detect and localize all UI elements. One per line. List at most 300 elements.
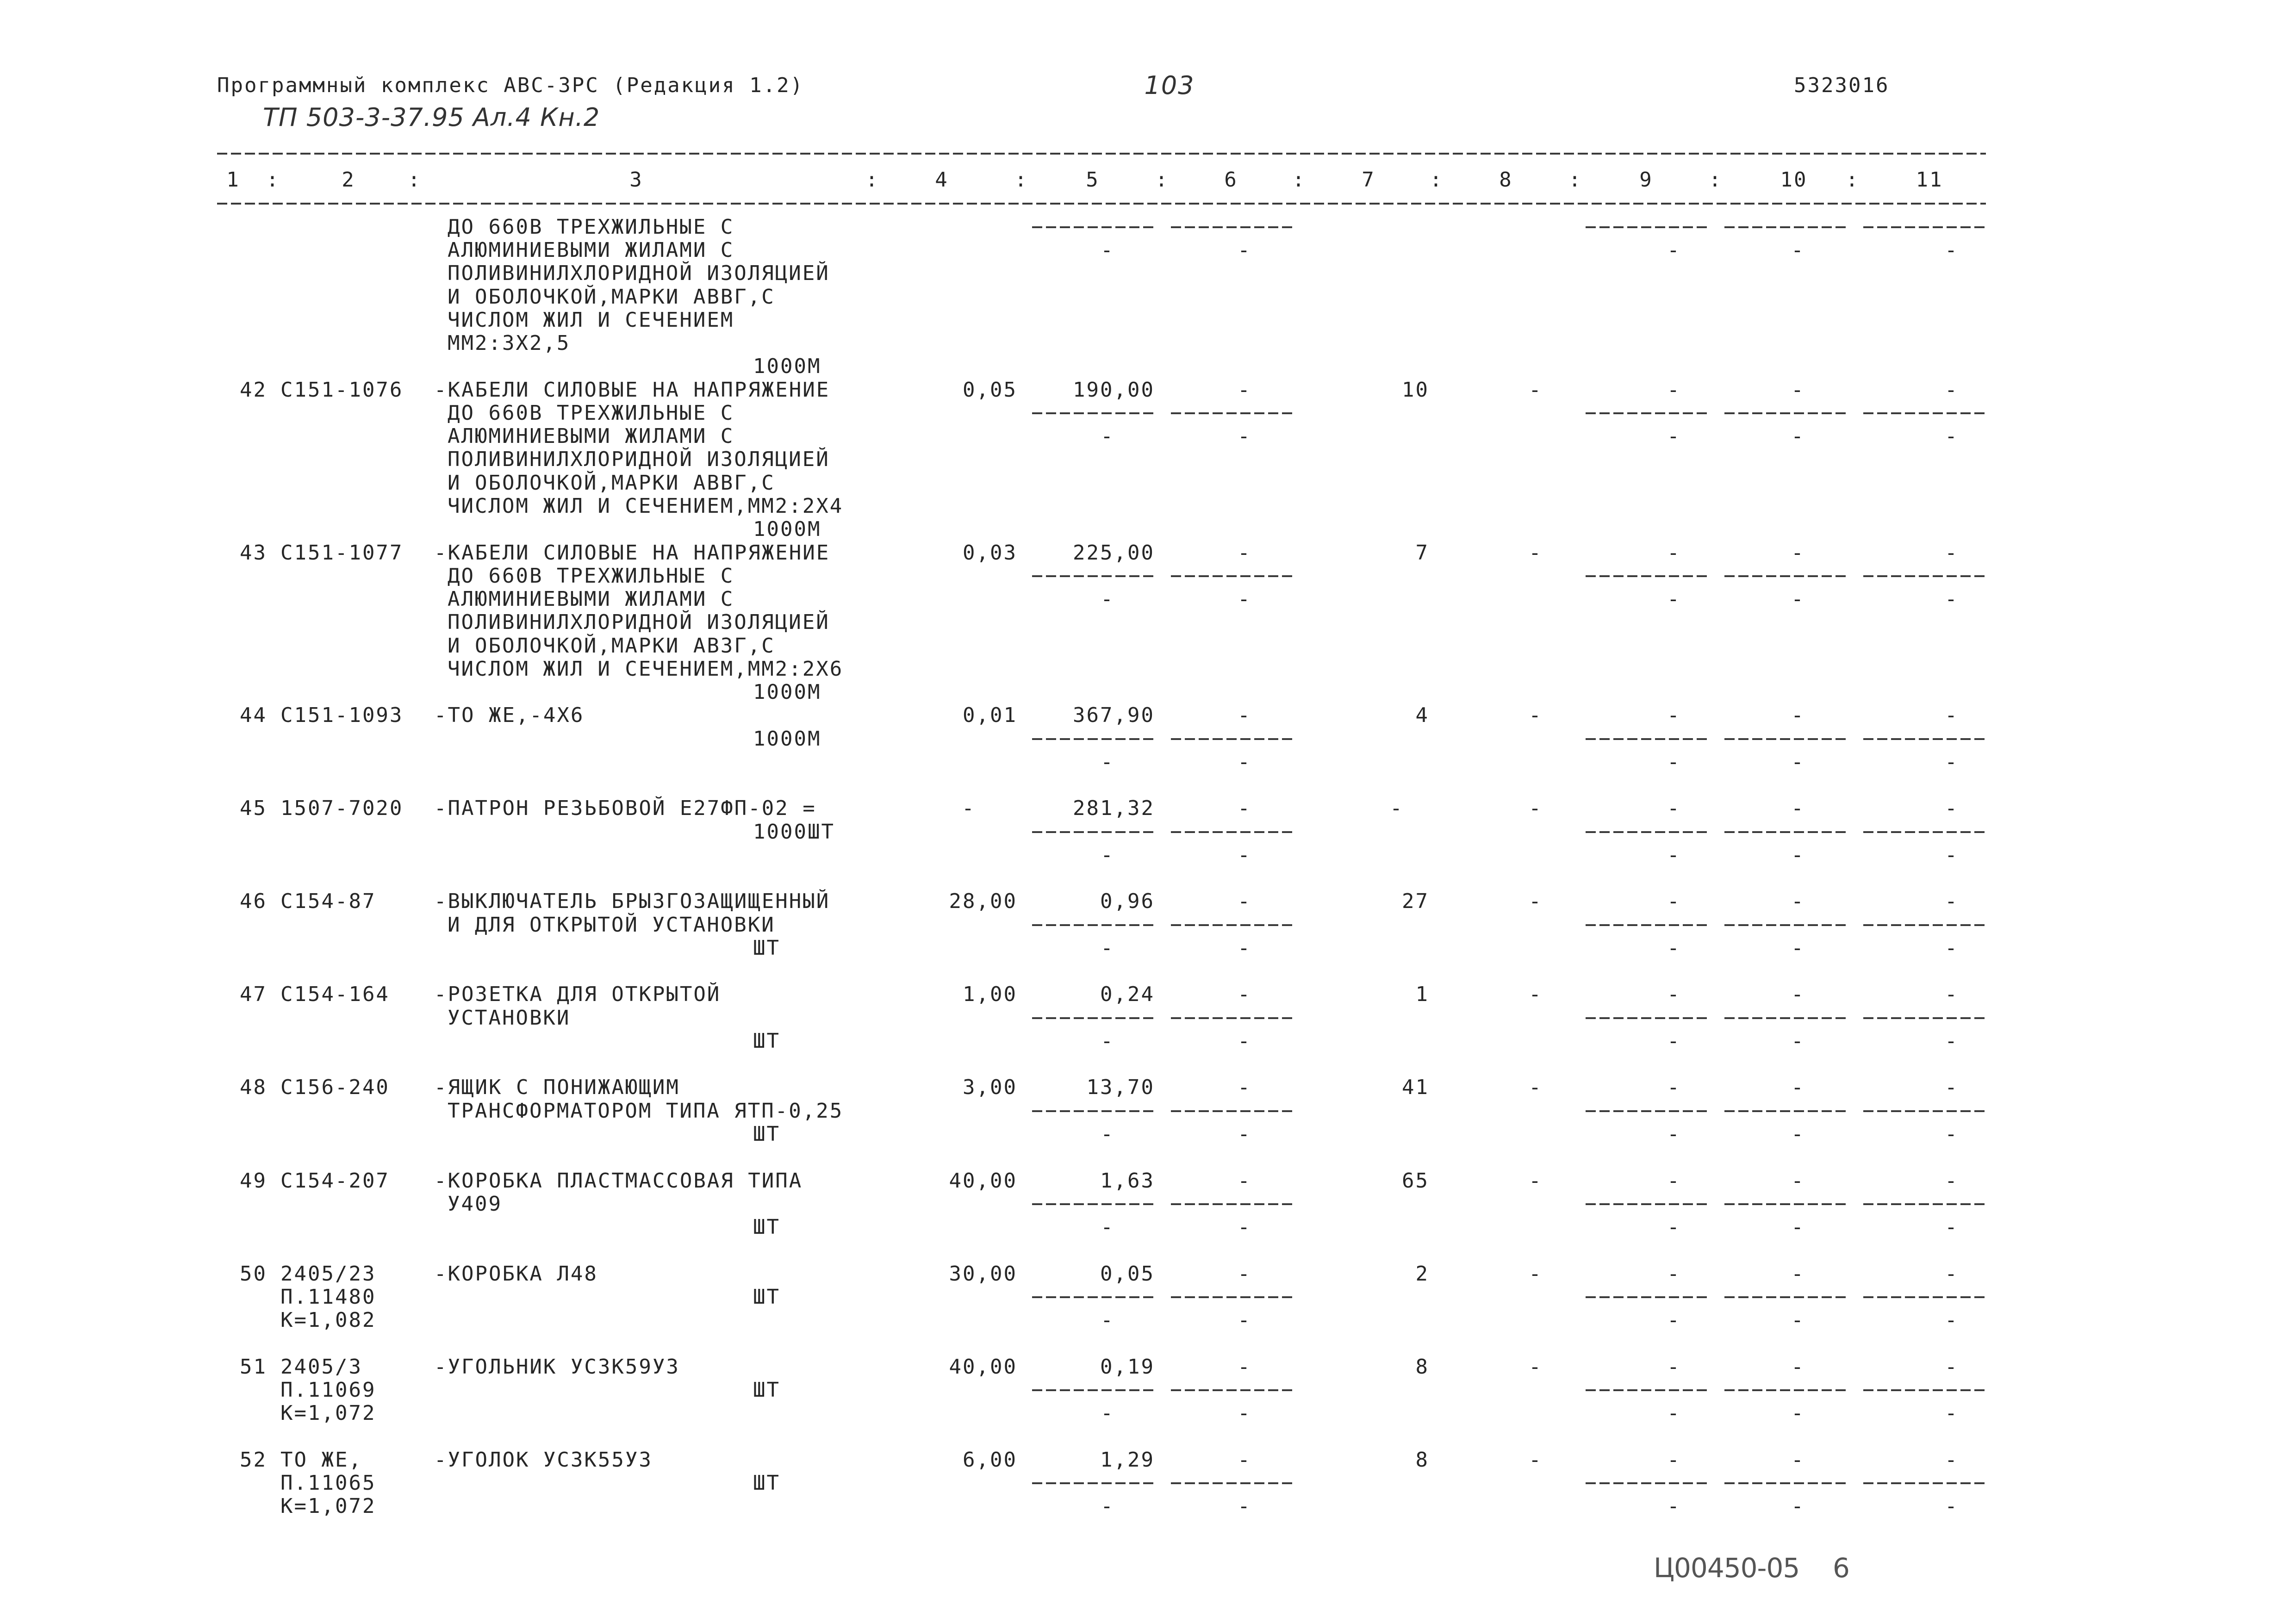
- value-c8: -: [1529, 703, 1543, 728]
- description-line: -ЯЩИК С ПОНИЖАЮЩИМ: [434, 1076, 680, 1100]
- rule-line-c10: [1724, 226, 1847, 228]
- unit-label: ШТ: [753, 1378, 780, 1402]
- sub-value-c10: -: [1791, 1215, 1805, 1239]
- value-c4: 6,00: [963, 1448, 1017, 1472]
- rule-line-c5: [1032, 1017, 1156, 1019]
- value-c4: 3,00: [963, 1076, 1017, 1100]
- item-code: К=1,072: [280, 1494, 376, 1518]
- unit-label: ШТ: [753, 1285, 780, 1309]
- value-c6: -: [1238, 378, 1251, 402]
- value-c11: -: [1945, 378, 1959, 402]
- value-c7: 7: [1415, 541, 1429, 565]
- sub-value-c11: -: [1945, 843, 1959, 867]
- unit-label: ШТ: [753, 1122, 780, 1146]
- value-c9: -: [1667, 1076, 1681, 1100]
- rule-line-c11: [1863, 226, 1986, 228]
- value-c4: 28,00: [949, 889, 1017, 914]
- value-c9: -: [1667, 1262, 1681, 1286]
- sub-value-c9: -: [1667, 1494, 1681, 1518]
- item-code: С154-164: [280, 983, 390, 1007]
- rule-line-c5: [1032, 575, 1156, 577]
- rule-line-c5: [1032, 1482, 1156, 1484]
- rule-line-c9: [1586, 924, 1708, 926]
- value-c5: 190,00: [1073, 378, 1155, 402]
- rule-line-c10: [1724, 1203, 1847, 1205]
- sub-value-c9: -: [1667, 1401, 1681, 1425]
- sub-value-c10: -: [1791, 1122, 1805, 1146]
- rule-line-c9: [1586, 1017, 1708, 1019]
- item-code: П.11069: [280, 1378, 376, 1402]
- rule-line-c6: [1171, 1203, 1294, 1205]
- value-c6: -: [1238, 889, 1251, 914]
- column-header-1: 1: [226, 168, 240, 192]
- column-header-5: 5: [1086, 168, 1100, 192]
- rule-line-c9: [1586, 1203, 1708, 1205]
- unit-label: ШТ: [753, 1215, 780, 1239]
- value-c5: 225,00: [1073, 541, 1155, 565]
- rule-line-c11: [1863, 924, 1986, 926]
- rule-line-c9: [1586, 1110, 1708, 1112]
- column-header-6: 6: [1224, 168, 1238, 192]
- rule-line-c10: [1724, 1017, 1847, 1019]
- description-line: ЧИСЛОМ ЖИЛ И СЕЧЕНИЕМ,ММ2:2Х6: [448, 657, 844, 681]
- sub-value-c11: -: [1945, 1494, 1959, 1518]
- value-c9: -: [1667, 541, 1681, 565]
- rule-line-c10: [1724, 831, 1847, 833]
- row-number: 43: [240, 541, 267, 565]
- rule-line-c10: [1724, 738, 1847, 740]
- unit-label: 1000М: [753, 727, 821, 751]
- item-code: 2405/23: [280, 1262, 376, 1286]
- value-c11: -: [1945, 1076, 1959, 1100]
- sub-value-c6: -: [1238, 936, 1251, 960]
- value-c11: -: [1945, 889, 1959, 914]
- value-c9: -: [1667, 378, 1681, 402]
- value-c10: -: [1791, 889, 1805, 914]
- rule-line-c9: [1586, 738, 1708, 740]
- column-separator: :: [1155, 168, 1169, 192]
- description-line: УСТАНОВКИ: [448, 1006, 571, 1030]
- value-c8: -: [1529, 1169, 1543, 1193]
- rule-line-c10: [1724, 1389, 1847, 1391]
- value-c6: -: [1238, 1355, 1251, 1379]
- value-c5: 0,96: [1100, 889, 1155, 914]
- value-c8: -: [1529, 1355, 1543, 1379]
- value-c8: -: [1529, 1262, 1543, 1286]
- rule-line-c6: [1171, 575, 1294, 577]
- sub-value-c11: -: [1945, 424, 1959, 448]
- sub-value-c6: -: [1238, 1401, 1251, 1425]
- value-c7: 4: [1415, 703, 1429, 728]
- rule-line-c9: [1586, 226, 1708, 228]
- column-header-9: 9: [1639, 168, 1653, 192]
- value-c4: 0,05: [963, 378, 1017, 402]
- value-c11: -: [1945, 983, 1959, 1007]
- description-line: -ТО ЖЕ,-4Х6: [434, 703, 585, 728]
- value-c6: -: [1238, 1448, 1251, 1472]
- sub-value-c11: -: [1945, 1308, 1959, 1332]
- value-c5: 1,63: [1100, 1169, 1155, 1193]
- rule-line-c11: [1863, 575, 1986, 577]
- column-separator: :: [1430, 168, 1444, 192]
- value-c11: -: [1945, 1355, 1959, 1379]
- column-separator: :: [1568, 168, 1582, 192]
- sub-value-c9: -: [1667, 843, 1681, 867]
- item-code: ТО ЖЕ,: [280, 1448, 362, 1472]
- value-c8: -: [1529, 1448, 1543, 1472]
- description-line: АЛЮМИНИЕВЫМИ ЖИЛАМИ С: [448, 424, 734, 448]
- unit-label: 1000М: [753, 680, 821, 704]
- value-c10: -: [1791, 378, 1805, 402]
- program-title: Программный комплекс АВС-3РС (Редакция 1.2): [217, 74, 804, 97]
- sub-value-c9: -: [1667, 1122, 1681, 1146]
- rule-line-c10: [1724, 1296, 1847, 1298]
- description-line: -КАБЕЛИ СИЛОВЫЕ НА НАПРЯЖЕНИЕ: [434, 378, 830, 402]
- value-c4: 30,00: [949, 1262, 1017, 1286]
- column-header-11: 11: [1916, 168, 1943, 192]
- rule-line-c9: [1586, 1296, 1708, 1298]
- value-c6: -: [1238, 796, 1251, 821]
- rule-line-c11: [1863, 412, 1986, 414]
- description-line: У409: [448, 1192, 502, 1216]
- rule-line-c6: [1171, 1389, 1294, 1391]
- rule-line-c11: [1863, 1296, 1986, 1298]
- sub-value-c11: -: [1945, 1122, 1959, 1146]
- sub-value-c5: -: [1101, 1308, 1114, 1332]
- archive-stamp: Ц00450-05: [1654, 1552, 1800, 1584]
- rule-line-c6: [1171, 226, 1294, 228]
- row-number: 42: [240, 378, 267, 402]
- sub-value-c10: -: [1791, 1401, 1805, 1425]
- value-c5: 281,32: [1073, 796, 1155, 821]
- sub-value-c6: -: [1238, 750, 1251, 774]
- column-separator: :: [1709, 168, 1723, 192]
- sub-value-c11: -: [1945, 1401, 1959, 1425]
- value-c4: 40,00: [949, 1169, 1017, 1193]
- value-c4: 1,00: [963, 983, 1017, 1007]
- description-line: ЧИСЛОМ ЖИЛ И СЕЧЕНИЕМ: [448, 308, 734, 332]
- value-c11: -: [1945, 541, 1959, 565]
- description-line: -УГОЛЬНИК УС3К59У3: [434, 1355, 680, 1379]
- rule-line-c6: [1171, 1110, 1294, 1112]
- sub-value-c5: -: [1101, 424, 1114, 448]
- item-code: С151-1076: [280, 378, 404, 402]
- value-c11: -: [1945, 1262, 1959, 1286]
- sub-value-c6: -: [1238, 238, 1251, 262]
- rule-line-c11: [1863, 1110, 1986, 1112]
- sub-value-c5: -: [1101, 587, 1114, 611]
- sub-value-c9: -: [1667, 1308, 1681, 1332]
- item-code: С156-240: [280, 1076, 390, 1100]
- description-line: ПОЛИВИНИЛХЛОРИДНОЙ ИЗОЛЯЦИЕЙ: [448, 610, 830, 634]
- rule-line-c11: [1863, 1203, 1986, 1205]
- value-c8: -: [1529, 541, 1543, 565]
- value-c9: -: [1667, 889, 1681, 914]
- row-number: 48: [240, 1076, 267, 1100]
- rule-line-c6: [1171, 412, 1294, 414]
- rule-line-c6: [1171, 831, 1294, 833]
- sub-value-c10: -: [1791, 750, 1805, 774]
- value-c7: 65: [1402, 1169, 1429, 1193]
- sub-value-c10: -: [1791, 1029, 1805, 1053]
- value-c8: -: [1529, 889, 1543, 914]
- sub-value-c5: -: [1101, 1401, 1114, 1425]
- rule-line-c5: [1032, 738, 1156, 740]
- sub-value-c5: -: [1101, 238, 1114, 262]
- value-c10: -: [1791, 1355, 1805, 1379]
- value-c6: -: [1238, 1169, 1251, 1193]
- sub-value-c10: -: [1791, 1308, 1805, 1332]
- sub-value-c6: -: [1238, 843, 1251, 867]
- column-header-7: 7: [1362, 168, 1375, 192]
- sub-value-c11: -: [1945, 587, 1959, 611]
- description-line: АЛЮМИНИЕВЫМИ ЖИЛАМИ С: [448, 238, 734, 262]
- rule-line-c11: [1863, 1389, 1986, 1391]
- column-separator: :: [1014, 168, 1028, 192]
- value-c9: -: [1667, 703, 1681, 728]
- rule-line-c9: [1586, 1389, 1708, 1391]
- value-c6: -: [1238, 1262, 1251, 1286]
- item-code: С151-1093: [280, 703, 404, 728]
- description-line: АЛЮМИНИЕВЫМИ ЖИЛАМИ С: [448, 587, 734, 611]
- value-c8: -: [1529, 983, 1543, 1007]
- value-c11: -: [1945, 1169, 1959, 1193]
- value-c9: -: [1667, 1448, 1681, 1472]
- document-code: 5323016: [1794, 74, 1890, 97]
- sub-value-c9: -: [1667, 1029, 1681, 1053]
- rule-line-c11: [1863, 1017, 1986, 1019]
- value-c10: -: [1791, 1169, 1805, 1193]
- row-number: 49: [240, 1169, 267, 1193]
- column-separator: :: [865, 168, 879, 192]
- rule-line-c5: [1032, 1203, 1156, 1205]
- rule-line-c9: [1586, 831, 1708, 833]
- rule-line-c5: [1032, 412, 1156, 414]
- value-c5: 367,90: [1073, 703, 1155, 728]
- item-code: К=1,072: [280, 1401, 376, 1425]
- sub-value-c5: -: [1101, 1029, 1114, 1053]
- unit-label: ШТ: [753, 1471, 780, 1495]
- description-line: ДО 660В ТРЕХЖИЛЬНЫЕ С: [448, 215, 734, 239]
- value-c6: -: [1238, 1076, 1251, 1100]
- row-number: 46: [240, 889, 267, 914]
- sub-value-c5: -: [1101, 1494, 1114, 1518]
- row-number: 47: [240, 983, 267, 1007]
- sub-value-c10: -: [1791, 843, 1805, 867]
- value-c10: -: [1791, 796, 1805, 821]
- value-c7: 8: [1415, 1355, 1429, 1379]
- description-line: -УГОЛОК УС3К55У3: [434, 1448, 653, 1472]
- rule-line-c5: [1032, 1296, 1156, 1298]
- value-c9: -: [1667, 983, 1681, 1007]
- value-c8: -: [1529, 378, 1543, 402]
- value-c10: -: [1791, 541, 1805, 565]
- value-c5: 1,29: [1100, 1448, 1155, 1472]
- column-separator: :: [408, 168, 422, 192]
- column-separator: :: [266, 168, 280, 192]
- value-c6: -: [1238, 703, 1251, 728]
- rule-line-c6: [1171, 1296, 1294, 1298]
- value-c5: 0,24: [1100, 983, 1155, 1007]
- value-c8: -: [1529, 1076, 1543, 1100]
- value-c10: -: [1791, 983, 1805, 1007]
- column-separator: :: [1846, 168, 1860, 192]
- sub-value-c9: -: [1667, 238, 1681, 262]
- sub-value-c11: -: [1945, 1029, 1959, 1053]
- unit-label: 1000М: [753, 517, 821, 541]
- sub-value-c11: -: [1945, 750, 1959, 774]
- description-line: ДО 660В ТРЕХЖИЛЬНЫЕ С: [448, 564, 734, 588]
- column-header-8: 8: [1499, 168, 1513, 192]
- sub-value-c9: -: [1667, 424, 1681, 448]
- sub-value-c6: -: [1238, 587, 1251, 611]
- description-line: И ОБОЛОЧКОЙ,МАРКИ АВЗГ,С: [448, 634, 775, 658]
- rule-line-c6: [1171, 924, 1294, 926]
- item-code: К=1,082: [280, 1308, 376, 1332]
- column-header-3: 3: [629, 168, 643, 192]
- item-code: П.11480: [280, 1285, 376, 1309]
- item-code: 2405/3: [280, 1355, 362, 1379]
- rule-line-c10: [1724, 1482, 1847, 1484]
- rule-line-c10: [1724, 1110, 1847, 1112]
- value-c11: -: [1945, 1448, 1959, 1472]
- sub-value-c11: -: [1945, 1215, 1959, 1239]
- sheet-number: 6: [1833, 1552, 1851, 1584]
- value-c8: -: [1529, 796, 1543, 821]
- rule-line-c6: [1171, 1017, 1294, 1019]
- value-c7: 10: [1402, 378, 1429, 402]
- description-line: -КОРОБКА Л48: [434, 1262, 598, 1286]
- column-separator: :: [1292, 168, 1306, 192]
- unit-label: 1000ШТ: [753, 820, 835, 844]
- value-c6: -: [1238, 983, 1251, 1007]
- description-line: ТРАНСФОРМАТОРОМ ТИПА ЯТП-0,25: [448, 1099, 844, 1123]
- description-line: -КОРОБКА ПЛАСТМАССОВАЯ ТИПА: [434, 1169, 803, 1193]
- item-code: С154-87: [280, 889, 376, 914]
- description-line: -КАБЕЛИ СИЛОВЫЕ НА НАПРЯЖЕНИЕ: [434, 541, 830, 565]
- row-number: 44: [240, 703, 267, 728]
- sub-value-c6: -: [1238, 1122, 1251, 1146]
- description-line: ДО 660В ТРЕХЖИЛЬНЫЕ С: [448, 401, 734, 425]
- column-header-10: 10: [1780, 168, 1808, 192]
- value-c10: -: [1791, 703, 1805, 728]
- column-header-4: 4: [935, 168, 949, 192]
- rule-line-c5: [1032, 1389, 1156, 1391]
- sub-value-c10: -: [1791, 1494, 1805, 1518]
- value-c7: 2: [1415, 1262, 1429, 1286]
- sub-value-c11: -: [1945, 936, 1959, 960]
- description-line: И ДЛЯ ОТКРЫТОЙ УСТАНОВКИ: [448, 913, 775, 937]
- sub-value-c6: -: [1238, 424, 1251, 448]
- sub-value-c6: -: [1238, 1029, 1251, 1053]
- rule-line-c6: [1171, 1482, 1294, 1484]
- value-c5: 0,19: [1100, 1355, 1155, 1379]
- sub-value-c5: -: [1101, 1215, 1114, 1239]
- value-c4: 0,03: [963, 541, 1017, 565]
- project-reference: ТП 503-3-37.95 Ал.4 Кн.2: [263, 103, 600, 132]
- description-line: ММ2:3Х2,5: [448, 331, 571, 355]
- value-c7: 27: [1402, 889, 1429, 914]
- rule-line-c9: [1586, 412, 1708, 414]
- rule-line-c10: [1724, 412, 1847, 414]
- value-c11: -: [1945, 703, 1959, 728]
- sub-value-c10: -: [1791, 238, 1805, 262]
- value-c6: -: [1238, 541, 1251, 565]
- sub-value-c6: -: [1238, 1215, 1251, 1239]
- value-c4: 0,01: [963, 703, 1017, 728]
- value-c4: -: [962, 796, 976, 821]
- row-number: 51: [240, 1355, 267, 1379]
- value-c7: 41: [1402, 1076, 1429, 1100]
- value-c9: -: [1667, 1355, 1681, 1379]
- rule-line-c10: [1724, 924, 1847, 926]
- unit-label: ШТ: [753, 936, 780, 960]
- description-line: -РОЗЕТКА ДЛЯ ОТКРЫТОЙ: [434, 983, 721, 1007]
- unit-label: 1000М: [753, 354, 821, 379]
- row-number: 52: [240, 1448, 267, 1472]
- item-code: С151-1077: [280, 541, 404, 565]
- header-rule-top: [217, 153, 1986, 155]
- sub-value-c10: -: [1791, 936, 1805, 960]
- row-number: 50: [240, 1262, 267, 1286]
- sub-value-c5: -: [1101, 936, 1114, 960]
- rule-line-c5: [1032, 226, 1156, 228]
- value-c11: -: [1945, 796, 1959, 821]
- value-c10: -: [1791, 1448, 1805, 1472]
- sub-value-c10: -: [1791, 424, 1805, 448]
- description-line: И ОБОЛОЧКОЙ,МАРКИ АВВГ,С: [448, 471, 775, 495]
- header-rule-bottom: [217, 203, 1986, 205]
- value-c4: 40,00: [949, 1355, 1017, 1379]
- sub-value-c6: -: [1238, 1308, 1251, 1332]
- value-c7: 1: [1415, 983, 1429, 1007]
- sub-value-c11: -: [1945, 238, 1959, 262]
- rule-line-c5: [1032, 1110, 1156, 1112]
- value-c10: -: [1791, 1262, 1805, 1286]
- rule-line-c5: [1032, 924, 1156, 926]
- description-line: -ВЫКЛЮЧАТЕЛЬ БРЫЗГОЗАЩИЩЕННЫЙ: [434, 889, 830, 914]
- sub-value-c5: -: [1101, 1122, 1114, 1146]
- description-line: -ПАТРОН РЕЗЬБОВОЙ Е27ФП-02 =: [434, 796, 816, 821]
- row-number: 45: [240, 796, 267, 821]
- item-code: С154-207: [280, 1169, 390, 1193]
- value-c9: -: [1667, 1169, 1681, 1193]
- description-line: ПОЛИВИНИЛХЛОРИДНОЙ ИЗОЛЯЦИЕЙ: [448, 261, 830, 286]
- sub-value-c9: -: [1667, 750, 1681, 774]
- rule-line-c9: [1586, 575, 1708, 577]
- sub-value-c5: -: [1101, 843, 1114, 867]
- description-line: ПОЛИВИНИЛХЛОРИДНОЙ ИЗОЛЯЦИЕЙ: [448, 448, 830, 472]
- item-code: П.11065: [280, 1471, 376, 1495]
- rule-line-c11: [1863, 1482, 1986, 1484]
- description-line: ЧИСЛОМ ЖИЛ И СЕЧЕНИЕМ,ММ2:2Х4: [448, 494, 844, 518]
- rule-line-c11: [1863, 831, 1986, 833]
- rule-line-c9: [1586, 1482, 1708, 1484]
- value-c10: -: [1791, 1076, 1805, 1100]
- sub-value-c10: -: [1791, 587, 1805, 611]
- description-line: И ОБОЛОЧКОЙ,МАРКИ АВВГ,С: [448, 285, 775, 309]
- column-header-2: 2: [342, 168, 355, 192]
- value-c9: -: [1667, 796, 1681, 821]
- value-c5: 13,70: [1086, 1076, 1155, 1100]
- rule-line-c11: [1863, 738, 1986, 740]
- unit-label: ШТ: [753, 1029, 780, 1053]
- rule-line-c10: [1724, 575, 1847, 577]
- sub-value-c9: -: [1667, 1215, 1681, 1239]
- sub-value-c6: -: [1238, 1494, 1251, 1518]
- value-c7: -: [1390, 796, 1404, 821]
- rule-line-c5: [1032, 831, 1156, 833]
